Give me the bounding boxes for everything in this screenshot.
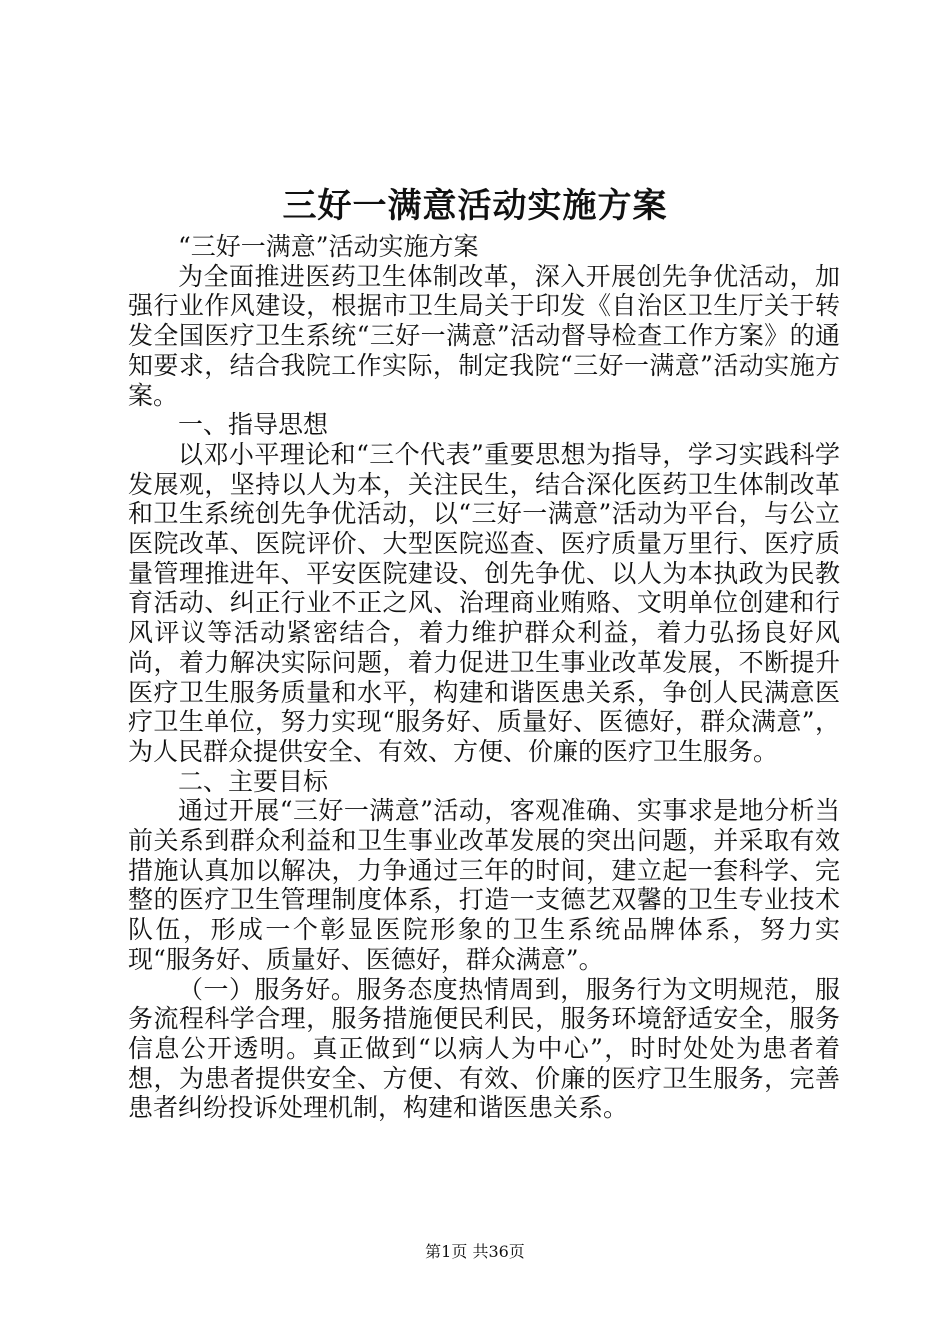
section-heading-guiding-ideology: 一、指导思想	[178, 410, 329, 440]
main-goals-paragraph: 通过开展“三好一满意”活动，客观准确、实事求是地分析当前关系到群众利益和卫生事业改革发展的突出问题，并采取有效措施认真加以解决，力争通过三年的时间，建立起一套科学、完整的医疗卫生管理制度体系，打造一支德艺双馨的卫生专业技术队伍，形成一个彰显医院形象的卫生系统品牌体系，努力实现“服务好、质量好、医德好，群众满意”。	[128, 796, 840, 974]
section-heading-main-goals: 二、主要目标	[178, 766, 329, 796]
service-good-paragraph: （一）服务好。服务态度热情周到，服务行为文明规范，服务流程科学合理，服务措施便民利民，服务环境舒适安全，服务信息公开透明。真正做到“以病人为中心”，时时处处为患者着想，为患者提供安全、方便、有效、价廉的医疗卫生服务，完善患者纠纷投诉处理机制，构建和谐医患关系。	[128, 974, 840, 1123]
document-body	[128, 232, 840, 1123]
document-title: 三好一满意活动实施方案	[282, 186, 668, 226]
intro-paragraph: 为全面推进医药卫生体制改革，深入开展创先争优活动，加强行业作风建设，根据市卫生局关于印发《自治区卫生厅关于转发全国医疗卫生系统“三好一满意”活动督导检查工作方案》的通知要求，结合我院工作实际，制定我院“三好一满意”活动实施方案。	[128, 261, 840, 410]
page-footer: 第1页 共36页	[425, 1242, 525, 1261]
guiding-ideology-paragraph: 以邓小平理论和“三个代表”重要思想为指导，学习实践科学发展观，坚持以人为本，关注民生，结合深化医药卫生体制改革和卫生系统创先争优活动，以“三好一满意”活动为平台，与公立医院改革、医院评价、大型医院巡查、医疗质量万里行、医疗质量管理推进年、平安医院建设、创先争优、以人为本执政为民教育活动、纠正行业不正之风、治理商业贿赂、文明单位创建和行风评议等活动紧密结合，着力维护群众利益，着力弘扬良好风尚，着力解决实际问题，着力促进卫生事业改革发展，不断提升医疗卫生服务质量和水平，构建和谐医患关系，争创人民满意医疗卫生单位，努力实现“服务好、质量好、医德好，群众满意”，为人民群众提供安全、有效、方便、价廉的医疗卫生服务。	[128, 439, 840, 766]
subtitle-paragraph: “三好一满意”活动实施方案	[178, 232, 479, 261]
